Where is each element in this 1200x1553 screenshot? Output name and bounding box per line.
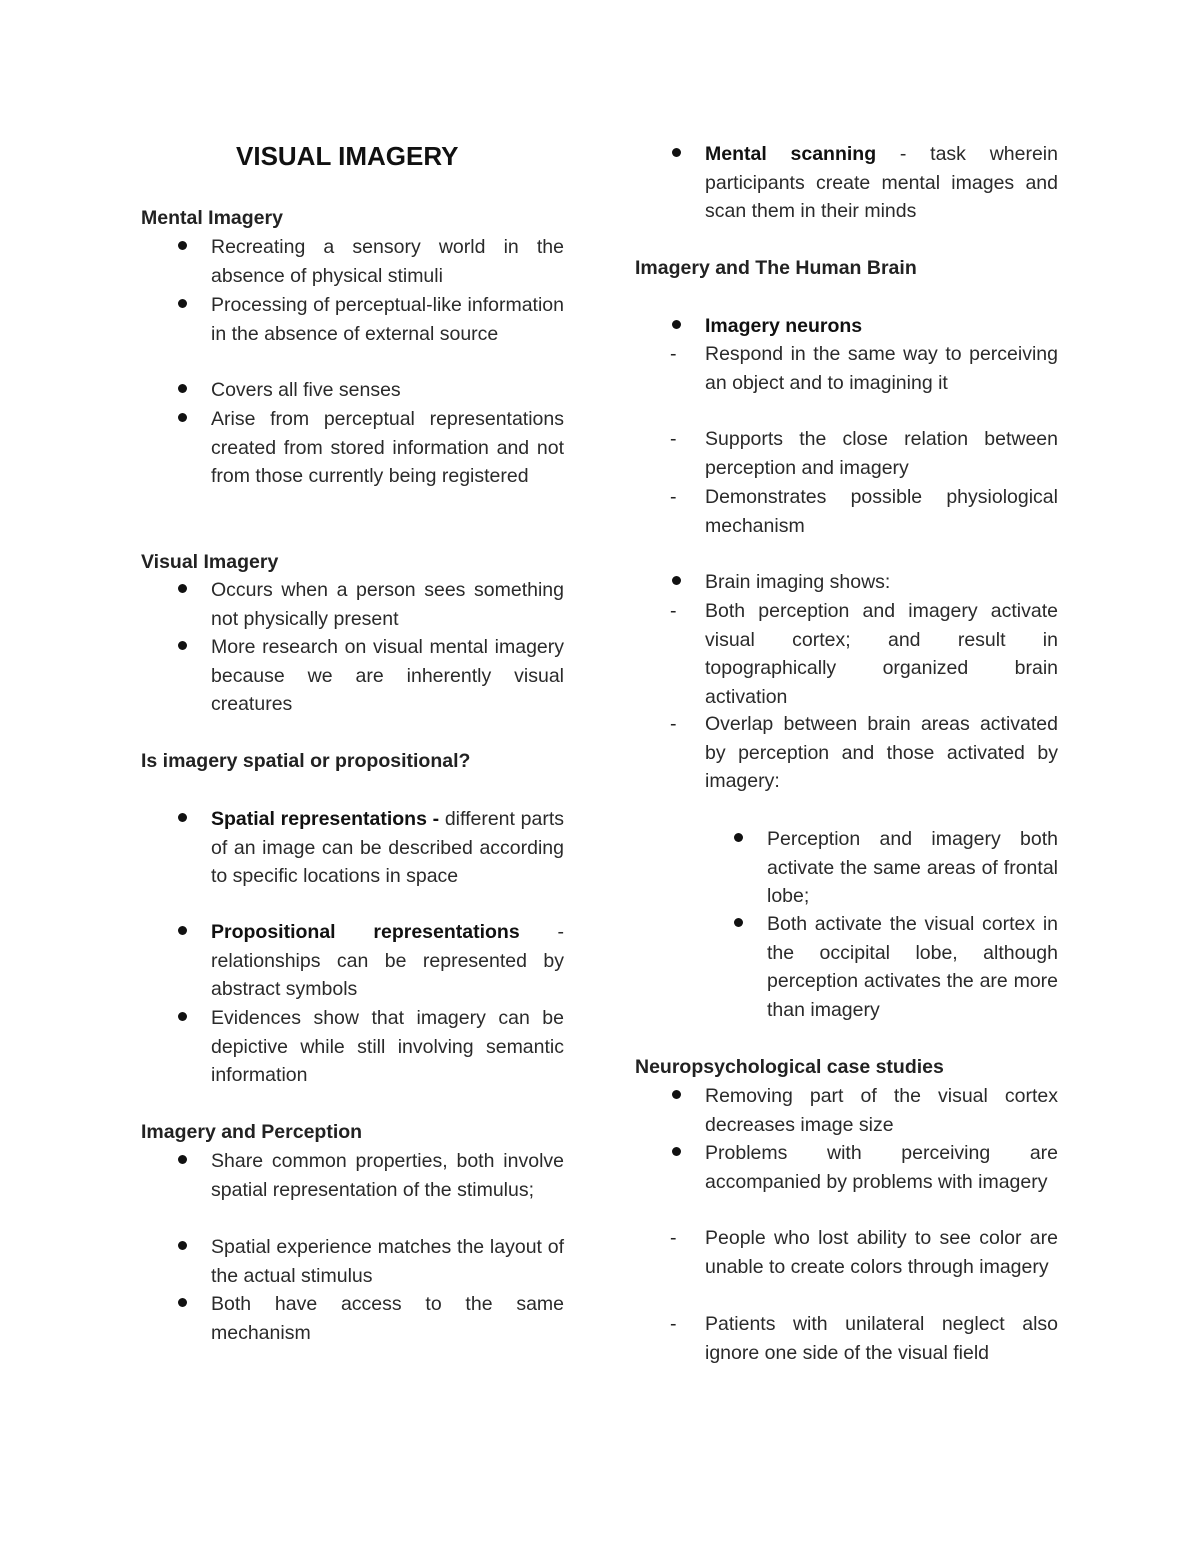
bullet-icon — [178, 233, 187, 262]
list-item: Spatial representations - different parts of an image can be described according to specific locations in space — [211, 805, 564, 891]
section-heading-imagery-perception: Imagery and Perception — [141, 1121, 363, 1143]
section-heading-mental-imagery: Mental Imagery — [141, 207, 283, 229]
dash-icon: - — [670, 713, 677, 735]
page-title: VISUAL IMAGERY — [236, 141, 459, 171]
section-heading-spatial-propositional: Is imagery spatial or propositional? — [141, 750, 471, 772]
bullet-icon — [178, 376, 187, 405]
list-item: Occurs when a person sees something not physically present — [211, 576, 564, 633]
dash-icon: - — [670, 486, 677, 508]
list-item: Imagery neurons — [705, 312, 1058, 341]
list-item: - Overlap between brain areas activated by perception and those activated by imagery: — [705, 710, 1058, 796]
bullet-icon — [178, 576, 187, 605]
list-item: - Respond in the same way to perceiving an object and to imagining it — [705, 340, 1058, 397]
bullet-icon — [734, 825, 743, 854]
bullet-icon — [672, 312, 681, 341]
bullet-icon — [178, 805, 187, 834]
list-item: - Demonstrates possible physiological mechanism — [705, 483, 1058, 540]
list-item: Problems with perceiving are accompanied by problems with imagery — [705, 1139, 1058, 1196]
list-item: - Patients with unilateral neglect also ignore one side of the visual field — [705, 1310, 1058, 1367]
list-item: - Supports the close relation between perception and imagery — [705, 425, 1058, 482]
list-item: Propositional representations - relationships can be represented by abstract symbols — [211, 918, 564, 1004]
dash-icon: - — [670, 1227, 677, 1249]
list-item: Share common properties, both involve spatial representation of the stimulus; — [211, 1147, 564, 1204]
list-item: Perception and imagery both activate the same areas of frontal lobe; — [767, 825, 1058, 911]
bullet-icon — [178, 918, 187, 947]
dash-icon: - — [670, 600, 677, 622]
bullet-icon — [178, 291, 187, 320]
bullet-icon — [672, 1139, 681, 1168]
bullet-icon — [734, 910, 743, 939]
bullet-icon — [672, 568, 681, 597]
dash-icon: - — [670, 428, 677, 450]
list-item: Covers all five senses — [211, 376, 564, 405]
list-item: - Both perception and imagery activate visual cortex; and result in topographically organized brain activation — [705, 597, 1058, 711]
list-item: Both activate the visual cortex in the occipital lobe, although perception activates the are more than imagery — [767, 910, 1058, 1024]
list-item: Removing part of the visual cortex decreases image size — [705, 1082, 1058, 1139]
bullet-icon — [178, 1290, 187, 1319]
bullet-icon — [178, 1147, 187, 1176]
list-item: Brain imaging shows: — [705, 568, 1058, 597]
list-item: Arise from perceptual representations created from stored information and not from those currently being registered — [211, 405, 564, 491]
list-item: Recreating a sensory world in the absence of physical stimuli — [211, 233, 564, 290]
bullet-icon — [178, 1233, 187, 1262]
section-heading-human-brain: Imagery and The Human Brain — [635, 257, 917, 279]
list-item: - People who lost ability to see color are unable to create colors through imagery — [705, 1224, 1058, 1281]
bullet-icon — [178, 633, 187, 662]
list-item: Spatial experience matches the layout of the actual stimulus — [211, 1233, 564, 1290]
bullet-icon — [672, 140, 681, 169]
list-item: Both have access to the same mechanism — [211, 1290, 564, 1347]
section-heading-neuropsych: Neuropsychological case studies — [635, 1056, 944, 1078]
dash-icon: - — [670, 1313, 677, 1335]
bullet-icon — [672, 1082, 681, 1111]
list-item: Processing of perceptual-like information in the absence of external source — [211, 291, 564, 348]
list-item: More research on visual mental imagery because we are inherently visual creatures — [211, 633, 564, 719]
bullet-icon — [178, 405, 187, 434]
bullet-icon — [178, 1004, 187, 1033]
list-item: Mental scanning - task wherein participants create mental images and scan them in their minds — [705, 140, 1058, 226]
list-item: Evidences show that imagery can be depictive while still involving semantic information — [211, 1004, 564, 1090]
section-heading-visual-imagery: Visual Imagery — [141, 551, 279, 573]
dash-icon: - — [670, 343, 677, 365]
